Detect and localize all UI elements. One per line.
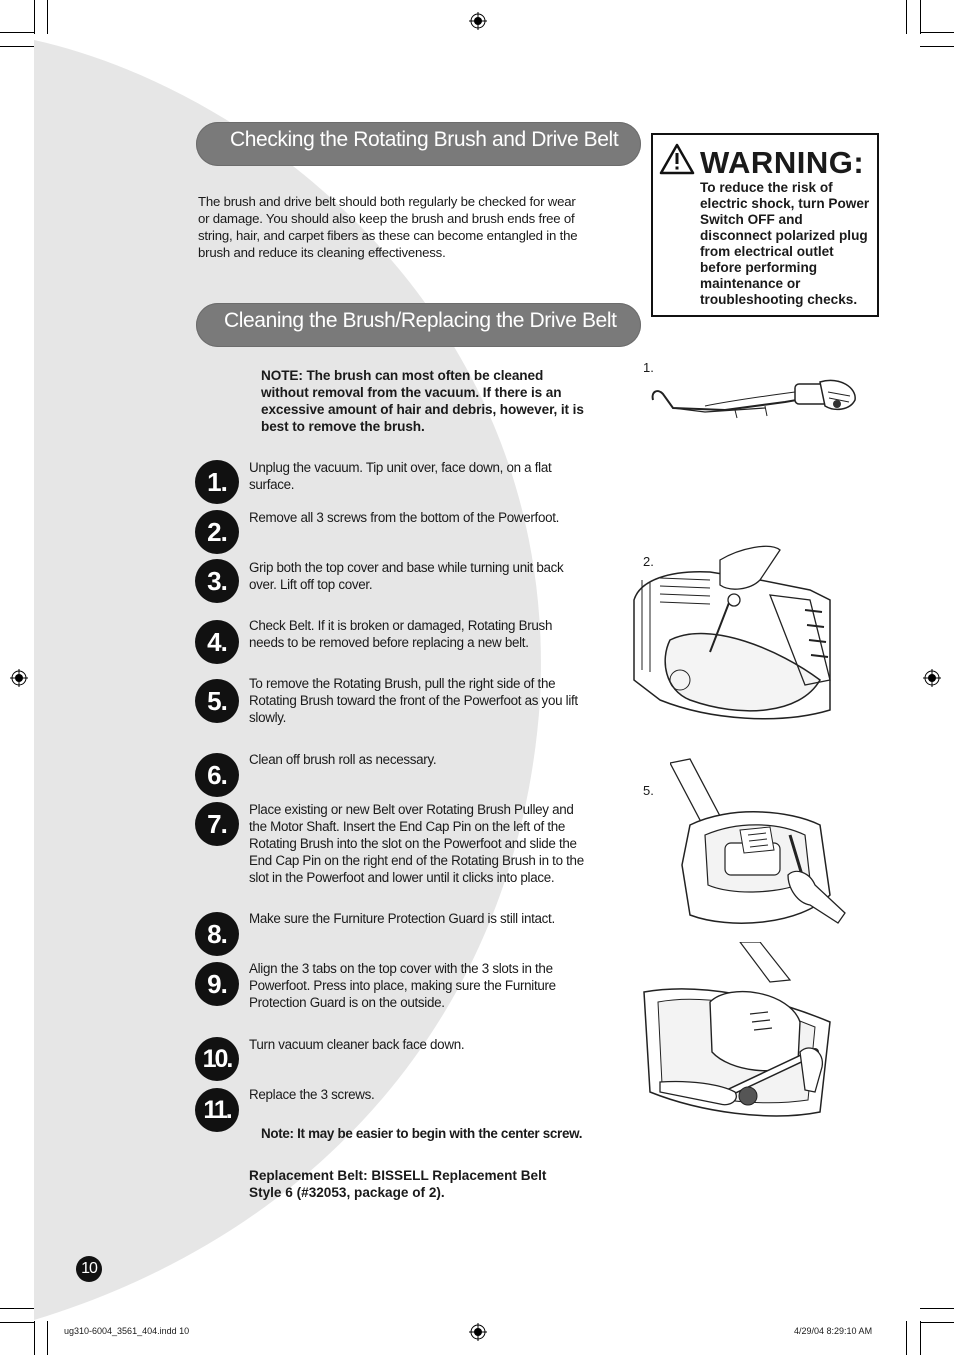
page-number-badge: 10 [76,1256,102,1282]
warning-triangle-icon [659,143,695,175]
figure-label-5: 5. [643,783,654,798]
step-text-8: Make sure the Furniture Protection Guard is still intact. [249,911,555,926]
warning-title: WARNING: [700,145,865,180]
crop-mark [0,32,34,33]
registration-mark-bottom [469,1323,487,1341]
crop-mark [0,1322,34,1323]
crop-mark [34,1321,35,1355]
crop-mark [47,0,48,34]
crop-mark [920,1321,921,1355]
section-header-cleaning [196,303,641,347]
crop-mark [920,32,954,33]
figure-1-vacuum-tipped-illustration [645,370,865,430]
crop-mark [0,46,34,47]
step-number-1: 1. [195,460,239,504]
figure-label-1: 1. [643,360,654,375]
replacement-belt-info: Replacement Belt: BISSELL Replacement Belt Style 6 (#32053, package of 2). [249,1168,547,1200]
step-text-2: Remove all 3 screws from the bottom of the Powerfoot. [249,510,560,525]
step-number-4: 4. [195,620,239,664]
step-number-10: 10. [195,1037,239,1081]
step-text-11: Replace the 3 screws. [249,1087,375,1102]
step-text-3: Grip both the top cover and base while turning unit back over. Lift off top cover. [249,560,564,592]
crop-mark [34,0,35,34]
figure-2-powerfoot-screws-illustration [630,540,840,730]
step-number-8: 8. [195,912,239,956]
crop-mark [920,0,921,34]
step-text-4: Check Belt. If it is broken or damaged, Rotating Brush needs to be removed before replacing a new belt. [249,618,553,650]
section-title-cleaning: Cleaning the Brush/Replacing the Drive Belt [224,309,617,332]
registration-mark-top [469,12,487,30]
step-number-11: 11. [195,1088,239,1132]
crop-mark [47,1321,48,1355]
figure-7-insert-brush-illustration [640,942,840,1127]
step-text-9: Align the 3 tabs on the top cover with the 3 slots in the Powerfoot. Press into place, making sure the Furniture Protection Guard is on the outside. [249,961,556,1010]
step-number-3: 3. [195,559,239,603]
step-number-2: 2. [195,510,239,554]
section-title-checking: Checking the Rotating Brush and Drive Belt [230,128,619,151]
registration-mark-right [923,669,941,687]
warning-text: To reduce the risk of electric shock, turn Power Switch OFF and disconnect polarized plug from electrical outlet before performing maintenance or troubleshooting checks. [700,180,870,307]
step-text-10: Turn vacuum cleaner back face down. [249,1037,465,1052]
figure-label-2: 2. [643,554,654,569]
step-number-5: 5. [195,679,239,723]
step-text-6: Clean off brush roll as necessary. [249,752,437,767]
step-number-9: 9. [195,962,239,1006]
footer-filename: ug310-6004_3561_404.indd 10 [64,1326,190,1336]
step-number-7: 7. [195,802,239,846]
warning-box [651,133,879,317]
crop-mark [0,1308,34,1309]
footer-timestamp: 4/29/04 8:29:10 AM [794,1326,873,1336]
step-number-6: 6. [195,753,239,797]
step-text-1: Unplug the vacuum. Tip unit over, face down, on a flat surface. [249,460,552,492]
figure-5-remove-brush-illustration [670,755,850,940]
section-header-checking [196,122,641,166]
crop-mark [920,1322,954,1323]
crop-mark [906,1321,907,1355]
crop-mark [920,46,954,47]
step-text-7: Place existing or new Belt over Rotating Brush Pulley and the Motor Shaft. Insert the End Cap Pin on the left of the Rotating Brush into the slot on the Powerfoot and slide the End Cap Pin on the right end of the Rotating Brush in to the slot in the Powerfoot and lower until it clicks into place. [249,802,584,885]
note-paragraph: NOTE: The brush can most often be cleaned without removal from the vacuum. If there is an excessive amount of hair and debris, however, it is best to remove the brush. [261,368,584,434]
crop-mark [906,0,907,34]
screw-tip: Note: It may be easier to begin with the center screw. [261,1126,583,1141]
registration-mark-left [10,669,28,687]
intro-paragraph: The brush and drive belt should both regularly be checked for wear or damage. You should also keep the brush and brush ends free of string, hair, and carpet fibers as these can become entangled in the brush and reduce its cleaning effectiveness. [198,194,578,260]
step-text-5: To remove the Rotating Brush, pull the right side of the Rotating Brush toward the front of the Powerfoot as you lift slowly. [249,676,578,725]
crop-mark [920,1308,954,1309]
